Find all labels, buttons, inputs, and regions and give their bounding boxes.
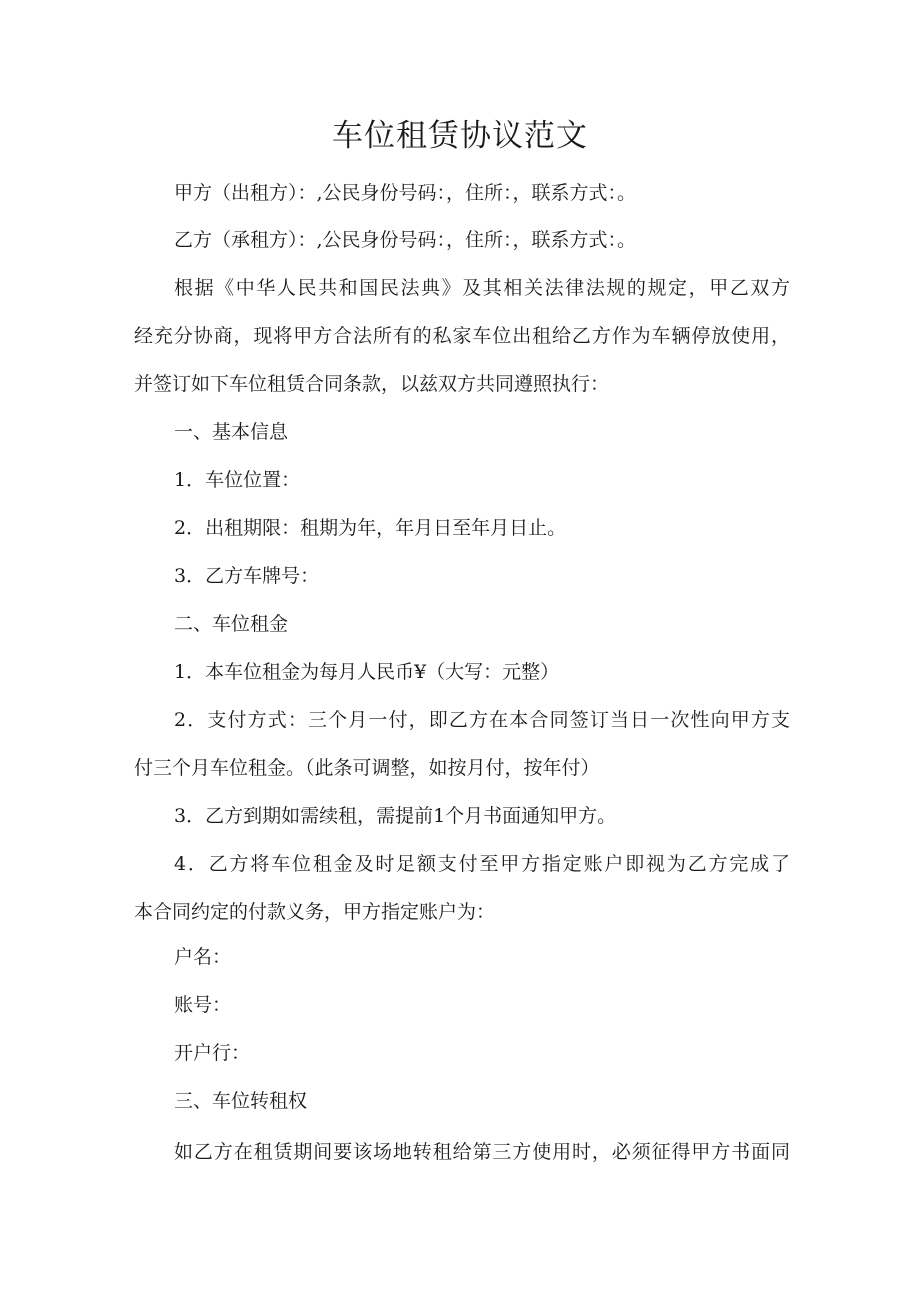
preamble-line-3: 并签订如下车位租赁合同条款，以兹双方共同遵照执行： — [134, 373, 610, 395]
account-bank-label: 开户行： — [174, 1042, 251, 1064]
clause-sublease: 如乙方在租赁期间要该场地转租给第三方使用时，必须征得甲方书面同 — [174, 1141, 790, 1163]
clause-monthly-rent: 1．本车位租金为每月人民币¥（大写：元整） — [174, 661, 560, 683]
clause-parking-location: 1．车位位置： — [174, 469, 301, 491]
clause-plate-number: 3．乙方车牌号： — [174, 565, 320, 587]
clause-renewal-notice: 3．乙方到期如需续租，需提前1个月书面通知甲方。 — [174, 805, 617, 827]
section-heading-rent: 二、车位租金 — [174, 613, 289, 635]
party-b-line: 乙方（承租方）：,公民身份号码：，住所：，联系方式：。 — [174, 229, 637, 251]
section-heading-sublease: 三、车位转租权 — [174, 1090, 308, 1112]
party-a-line: 甲方（出租方）：,公民身份号码：，住所：，联系方式：。 — [174, 182, 637, 204]
section-heading-basic-info: 一、基本信息 — [174, 421, 289, 443]
clause-payment-account-1: 4．乙方将车位租金及时足额支付至甲方指定账户即视为乙方完成了 — [174, 853, 790, 875]
clause-payment-method-1: 2．支付方式：三个月一付，即乙方在本合同签订当日一次性向甲方支 — [174, 709, 790, 731]
preamble-line-2: 经充分协商，现将甲方合法所有的私家车位出租给乙方作为车辆停放使用， — [134, 325, 790, 347]
clause-lease-term: 2．出租期限：租期为年，年月日至年月日止。 — [174, 517, 567, 539]
clause-payment-method-2: 付三个月车位租金。（此条可调整，如按月付，按年付） — [134, 757, 600, 779]
clause-payment-account-2: 本合同约定的付款义务，甲方指定账户为： — [134, 901, 496, 923]
account-name-label: 户名： — [174, 946, 232, 968]
account-number-label: 账号： — [174, 994, 232, 1016]
preamble-line-1: 根据《中华人民共和国民法典》及其相关法律法规的规定，甲乙双方 — [174, 277, 790, 299]
document-title: 车位租赁协议范文 — [332, 118, 588, 154]
